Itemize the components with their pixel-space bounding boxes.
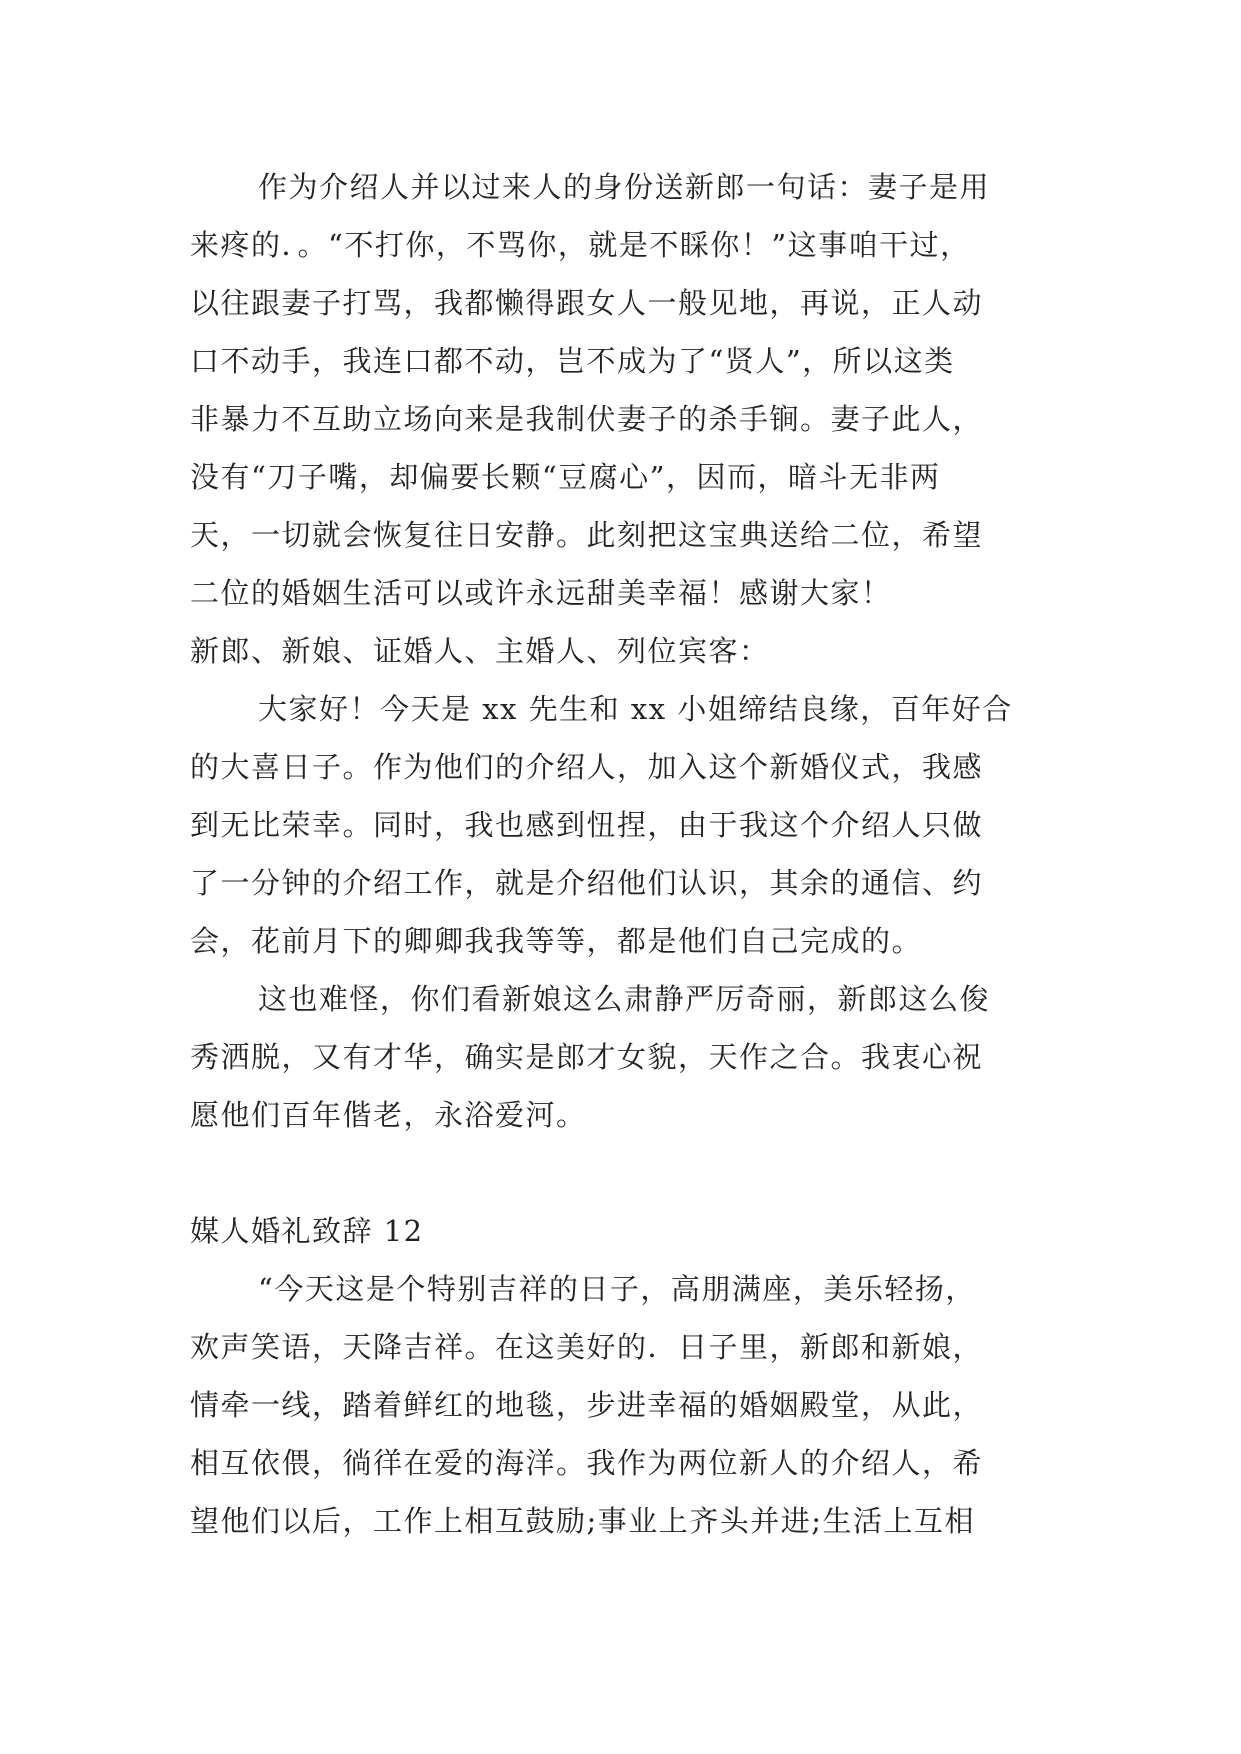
paragraph-speech xyxy=(190,1260,1056,1550)
text-line: 秀洒脱，又有才华，确实是郎才女貌，天作之合。我衷心祝 xyxy=(190,1040,984,1074)
text-line: 大家好！今天是 xx 先生和 xx 小姐缔结良缘，百年好合 xyxy=(258,692,1013,726)
text-line: 情牵一线，踏着鲜红的地毯，步进幸福的婚姻殿堂，从此， xyxy=(190,1388,984,1422)
text-line: 望他们以后，工作上相互鼓励;事业上齐头并进;生活上互相 xyxy=(190,1504,976,1538)
document-body xyxy=(190,158,1056,1550)
paragraph-welcome xyxy=(190,680,1056,970)
text-line: 了一分钟的介绍工作，就是介绍他们认识，其余的通信、约 xyxy=(190,866,984,900)
text-line: 以往跟妻子打骂，我都懒得跟女人一般见地，再说，正人动 xyxy=(190,286,984,320)
text-line: 口不动手，我连口都不动，岂不成为了“贤人”，所以这类 xyxy=(190,344,955,378)
text-line: 来疼的．。“不打你，不骂你，就是不睬你！”这事咱干过， xyxy=(190,228,971,262)
paragraph-blessing xyxy=(190,970,1056,1144)
section-title: 媒人婚礼致辞 12 xyxy=(190,1214,424,1248)
text-line: 这也难怪，你们看新娘这么肃静严厉奇丽，新郎这么俊 xyxy=(258,982,991,1016)
text-line: 没有“刀子嘴，却偏要长颗“豆腐心”，因而，暗斗无非两 xyxy=(190,460,941,494)
text-line: 二位的婚姻生活可以或许永远甜美幸福！感谢大家！ xyxy=(190,576,892,610)
text-line: “今天这是个特别吉祥的日子，高朋满座，美乐轻扬， xyxy=(258,1272,976,1306)
text-line: 作为介绍人并以过来人的身份送新郎一句话：妻子是用 xyxy=(258,170,991,204)
blank-line xyxy=(190,1144,1056,1202)
paragraph-advice xyxy=(190,158,1056,622)
text-line: 非暴力不互助立场向来是我制伏妻子的杀手锏。妻子此人， xyxy=(190,402,984,436)
text-line: 欢声笑语，天降吉祥。在这美好的．日子里，新郎和新娘， xyxy=(190,1330,984,1364)
greeting-line: 新郎、新娘、证婚人、主婚人、列位宾客： xyxy=(190,634,770,668)
text-line: 到无比荣幸。同时，我也感到忸捏，由于我这个介绍人只做 xyxy=(190,808,984,842)
text-line: 相互依偎，徜徉在爱的海洋。我作为两位新人的介绍人，希 xyxy=(190,1446,984,1480)
text-line: 会，花前月下的卿卿我我等等，都是他们自己完成的。 xyxy=(190,924,923,958)
text-line: 的大喜日子。作为他们的介绍人，加入这个新婚仪式，我感 xyxy=(190,750,984,784)
text-line: 天，一切就会恢复往日安静。此刻把这宝典送给二位，希望 xyxy=(190,518,984,552)
text-line: 愿他们百年偕老，永浴爱河。 xyxy=(190,1098,587,1132)
